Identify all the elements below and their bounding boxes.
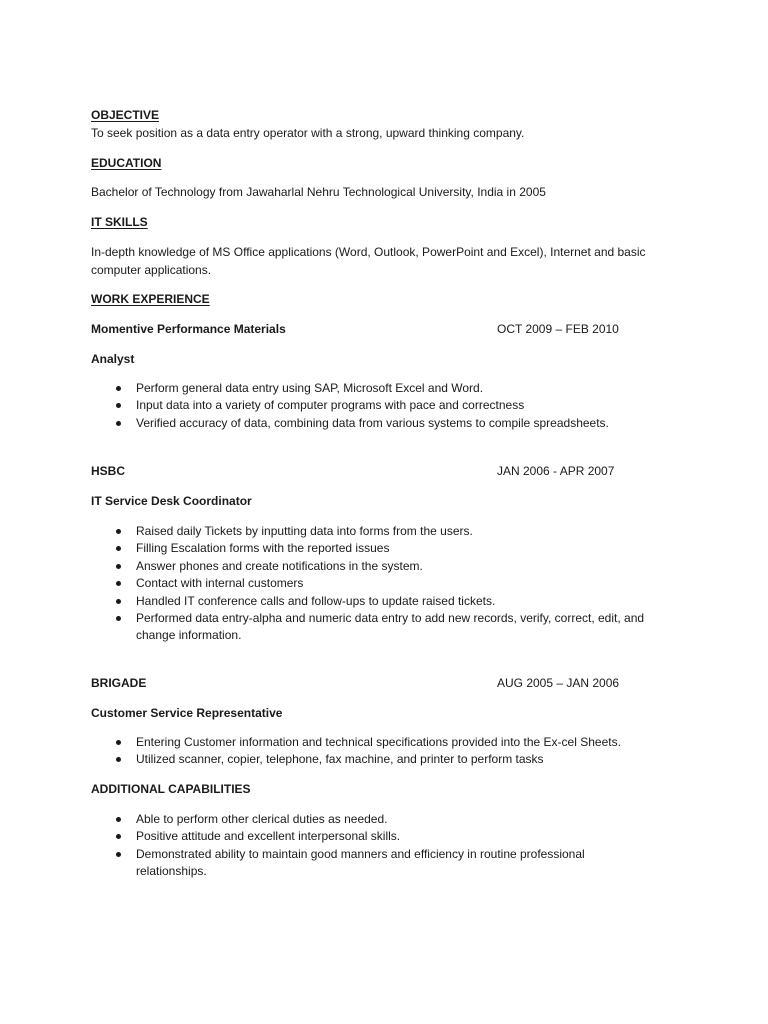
education-text: Bachelor of Technology from Jawaharlal Nehru Technological University, India in 2005 [91, 185, 546, 199]
job-company: Momentive Performance Materials [91, 322, 286, 336]
list-item: Verified accuracy of data, combining data from various systems to compile spreadsheets. [91, 415, 691, 432]
job-title: IT Service Desk Coordinator [91, 494, 252, 508]
job-bullet-list [91, 734, 691, 769]
list-item: Positive attitude and excellent interpersonal skills. [91, 828, 651, 845]
job-title: Analyst [91, 352, 135, 366]
job-dates: OCT 2009 – FEB 2010 [497, 322, 619, 336]
work-experience-heading: WORK EXPERIENCE [91, 292, 210, 306]
job-bullet-list [91, 523, 681, 645]
objective-heading: OBJECTIVE [91, 108, 160, 122]
it-skills-heading: IT SKILLS [91, 215, 148, 229]
it-skills-text: In-depth knowledge of MS Office applications (Word, Outlook, PowerPoint and Excel), Internet and basic computer applications. [91, 245, 646, 277]
job-company: BRIGADE [91, 676, 147, 690]
additional-bullet-list [91, 811, 651, 881]
list-item: Handled IT conference calls and follow-ups to update raised tickets. [91, 593, 681, 610]
objective-text: To seek position as a data entry operator with a strong, upward thinking company. [91, 126, 525, 140]
list-item: Perform general data entry using SAP, Microsoft Excel and Word. [91, 380, 691, 397]
list-item: Input data into a variety of computer programs with pace and correctness [91, 397, 691, 414]
list-item: Raised daily Tickets by inputting data into forms from the users. [91, 523, 681, 540]
list-item: Able to perform other clerical duties as needed. [91, 811, 651, 828]
list-item: Demonstrated ability to maintain good manners and efficiency in routine professional relationships. [91, 846, 651, 881]
education-heading: EDUCATION [91, 156, 162, 170]
list-item: Contact with internal customers [91, 575, 681, 592]
job-title: Customer Service Representative [91, 706, 283, 720]
list-item: Entering Customer information and technical specifications provided into the Ex-cel Sheets. [91, 734, 691, 751]
additional-capabilities-heading: ADDITIONAL CAPABILITIES [91, 782, 251, 796]
list-item: Filling Escalation forms with the reported issues [91, 540, 681, 557]
job-dates: JAN 2006 - APR 2007 [497, 464, 615, 478]
list-item: Performed data entry-alpha and numeric data entry to add new records, verify, correct, edit, and change information. [91, 610, 681, 645]
job-company: HSBC [91, 464, 126, 478]
list-item: Utilized scanner, copier, telephone, fax machine, and printer to perform tasks [91, 751, 691, 768]
job-dates: AUG 2005 – JAN 2006 [497, 676, 620, 690]
list-item: Answer phones and create notifications in the system. [91, 558, 681, 575]
job-bullet-list [91, 380, 691, 432]
